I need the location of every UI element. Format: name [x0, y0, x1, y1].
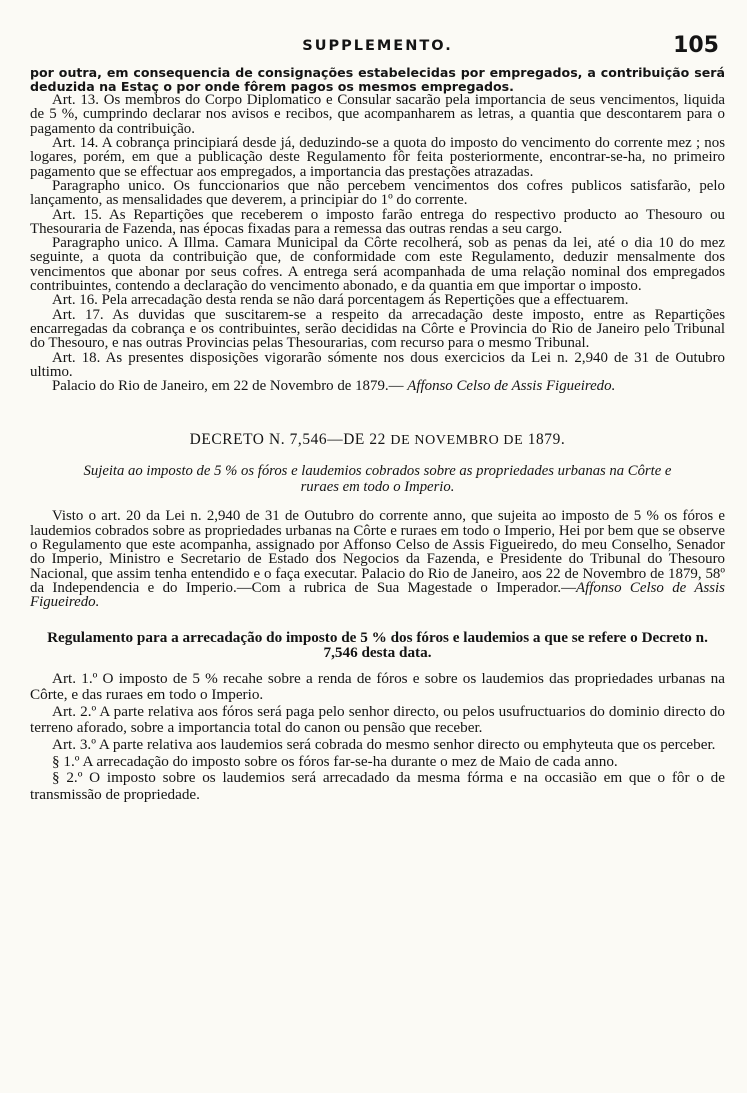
articles-section [30, 66, 725, 393]
running-title: SUPPLEMENTO. [302, 38, 453, 54]
decree-paragraph [30, 509, 725, 609]
signature-1 [30, 379, 725, 393]
decree-date-rest: DE NOVEMBRO DE [390, 433, 524, 449]
article-14: Art. 14. A cobrança principiará desde já, deduzindo-se a quota do imposto do vencimento do corrente mez ; nos logares, porém, em que a publicação deste Regulamento fôr feita posteriormente, encontrar-se-ha, no primeiro pagamento que se effectuar aos empregados, a importancia das prestações atrazadas. [30, 135, 725, 180]
article-16: Art. 16. Pela arrecadação desta renda se não dará porcentagem ás Repertições que a effectuarem. [52, 292, 629, 309]
regulation-article-1: Art. 1.º O imposto de 5 % recahe sobre a renda de fóros e sobre os laudemios das propriedades urbanas na Côrte, e das ruraes em todo o Imperio. [30, 669, 725, 704]
page-header [30, 0, 725, 66]
signature-1-text: Palacio do Rio de Janeiro, em 22 de Novembro de 1879.— [52, 378, 404, 395]
article-13: Art. 13. Os membros do Corpo Diplomatico e Consular sacarão pela importancia de seus vencimentos, liquida de 5 %, cumprindo declarar nos avisos e recibos, que acompanharem as letras, a quantia que descontarem para o pagamento da contribuição. [30, 92, 725, 137]
article-17: Art. 17. As duvidas que suscitarem-se a respeito da arrecadação deste imposto, entre as Repartições encarregadas da cobrança e os contribuintes, serão decididas na Côrte e Provincia do Rio de Janeiro pelo Tribunal do Thesouro, e nas outras Provincias pelas Thesourarias, com recurso para o mesmo Tribunal. [30, 306, 725, 352]
regulation-section-1: § 1.º A arrecadação do imposto sobre os fóros far-se-ha durante o mez de Maio de cada anno. [52, 752, 618, 770]
decree-prefix: DECRETO N. 7,546—DE [189, 431, 365, 449]
article-18: Art. 18. As presentes disposições vigorarão sómente nos dous exercicios da Lei n. 2,940 de 31 de Outubro ultimo. [30, 349, 725, 380]
page-number: 105 [673, 33, 719, 58]
continuation-paragraph: por outra, em consequencia de consignações estabelecidas por empregados, a contribuição será deduzida na Estaç o por onde fôrem pagos os mesmos empregados. [30, 65, 725, 94]
decree-subtitle: Sujeita ao imposto de 5 % os fóros e laudemios cobrados sobre as propriedades urbanas na Côrte e ruraes em todo o Imperio. [83, 463, 672, 496]
article-15-paragraph: Paragrapho unico. A Illma. Camara Municipal da Côrte recolherá, sob as penas da lei, até o dia 10 do mez seguinte, a quota da contribuição que, de conformidade com este Regulamento, deduzir mensalmente dos vencimentos que abonar por seus cofres. A entrega será acompanhada de uma relação nominal dos empregados contribuintes, contendo a declaração do vencimento abonado, e da quantia em que importar o imposto. [30, 235, 725, 295]
decree-body [30, 509, 725, 609]
decree-text: Visto o art. 20 da Lei n. 2,940 de 31 de Outubro do corrente anno, que sujeita ao imposto de 5 % os fóros e laudemios cobrados sobre as propriedades urbanas na Côrte e ruraes em todo o Imperio, Hei por bem que se observe o Regulamento que este acompanha, assignado por Affonso Celso de Assis Figueiredo, do meu Conselho, Senador do Imperio, Ministro e Secretario de Estado dos Negocios da Fazenda, e Presidente do Tribunal do Thesouro Nacional, que assim tenha entendido e o faça executar. Palacio do Rio de Janeiro, aos 22 de Novembro de 1879, 58º da Independencia e do Imperio.—Com a rubrica de Sua Magestade o Imperador.— [30, 508, 725, 596]
signature-1-name: Affonso Celso de Assis Figueiredo. [407, 378, 616, 395]
regulation-article-3: Art. 3.º A parte relativa aos laudemios será cobrada do mesmo senhor directo ou emphyteuta que os perceber. [52, 736, 716, 754]
regulation-title: Regulamento para a arrecadação do imposto de 5 % dos fóros e laudemios a que se refere o Decreto n. 7,546 desta data. [47, 628, 708, 662]
regulation-section-2: § 2.º O imposto sobre os laudemios será arrecadado da mesma fórma e na occasião em que o fôr o de transmissão de propriedade. [30, 769, 725, 803]
article-14-paragraph: Paragrapho unico. Os funccionarios que não percebem vencimentos dos cofres publicos satisfarão, pelo lançamento, as mensalidades que deverem, a principiar do 1º do corrente. [30, 177, 725, 209]
decree-signature: Affonso Celso de Assis Figueiredo. [30, 579, 725, 611]
regulation-article-2: Art. 2.º A parte relativa aos fóros será paga pelo senhor directo, ou pelos usufructuarios do dominio directo do terreno aforado, sobre a importancia total do canon ou pensão que receber. [30, 702, 725, 737]
decree-day: 22 [369, 431, 386, 449]
decree-year: 1879. [527, 431, 566, 449]
article-15: Art. 15. As Repartições que receberem o imposto farão entrega do respectivo producto ao Thesouro ou Thesouraria de Fazenda, nas épocas fixadas para a remessa das outras rendas a seu cargo. [30, 206, 725, 237]
decree-title [30, 431, 725, 449]
regulation-body [30, 671, 725, 804]
